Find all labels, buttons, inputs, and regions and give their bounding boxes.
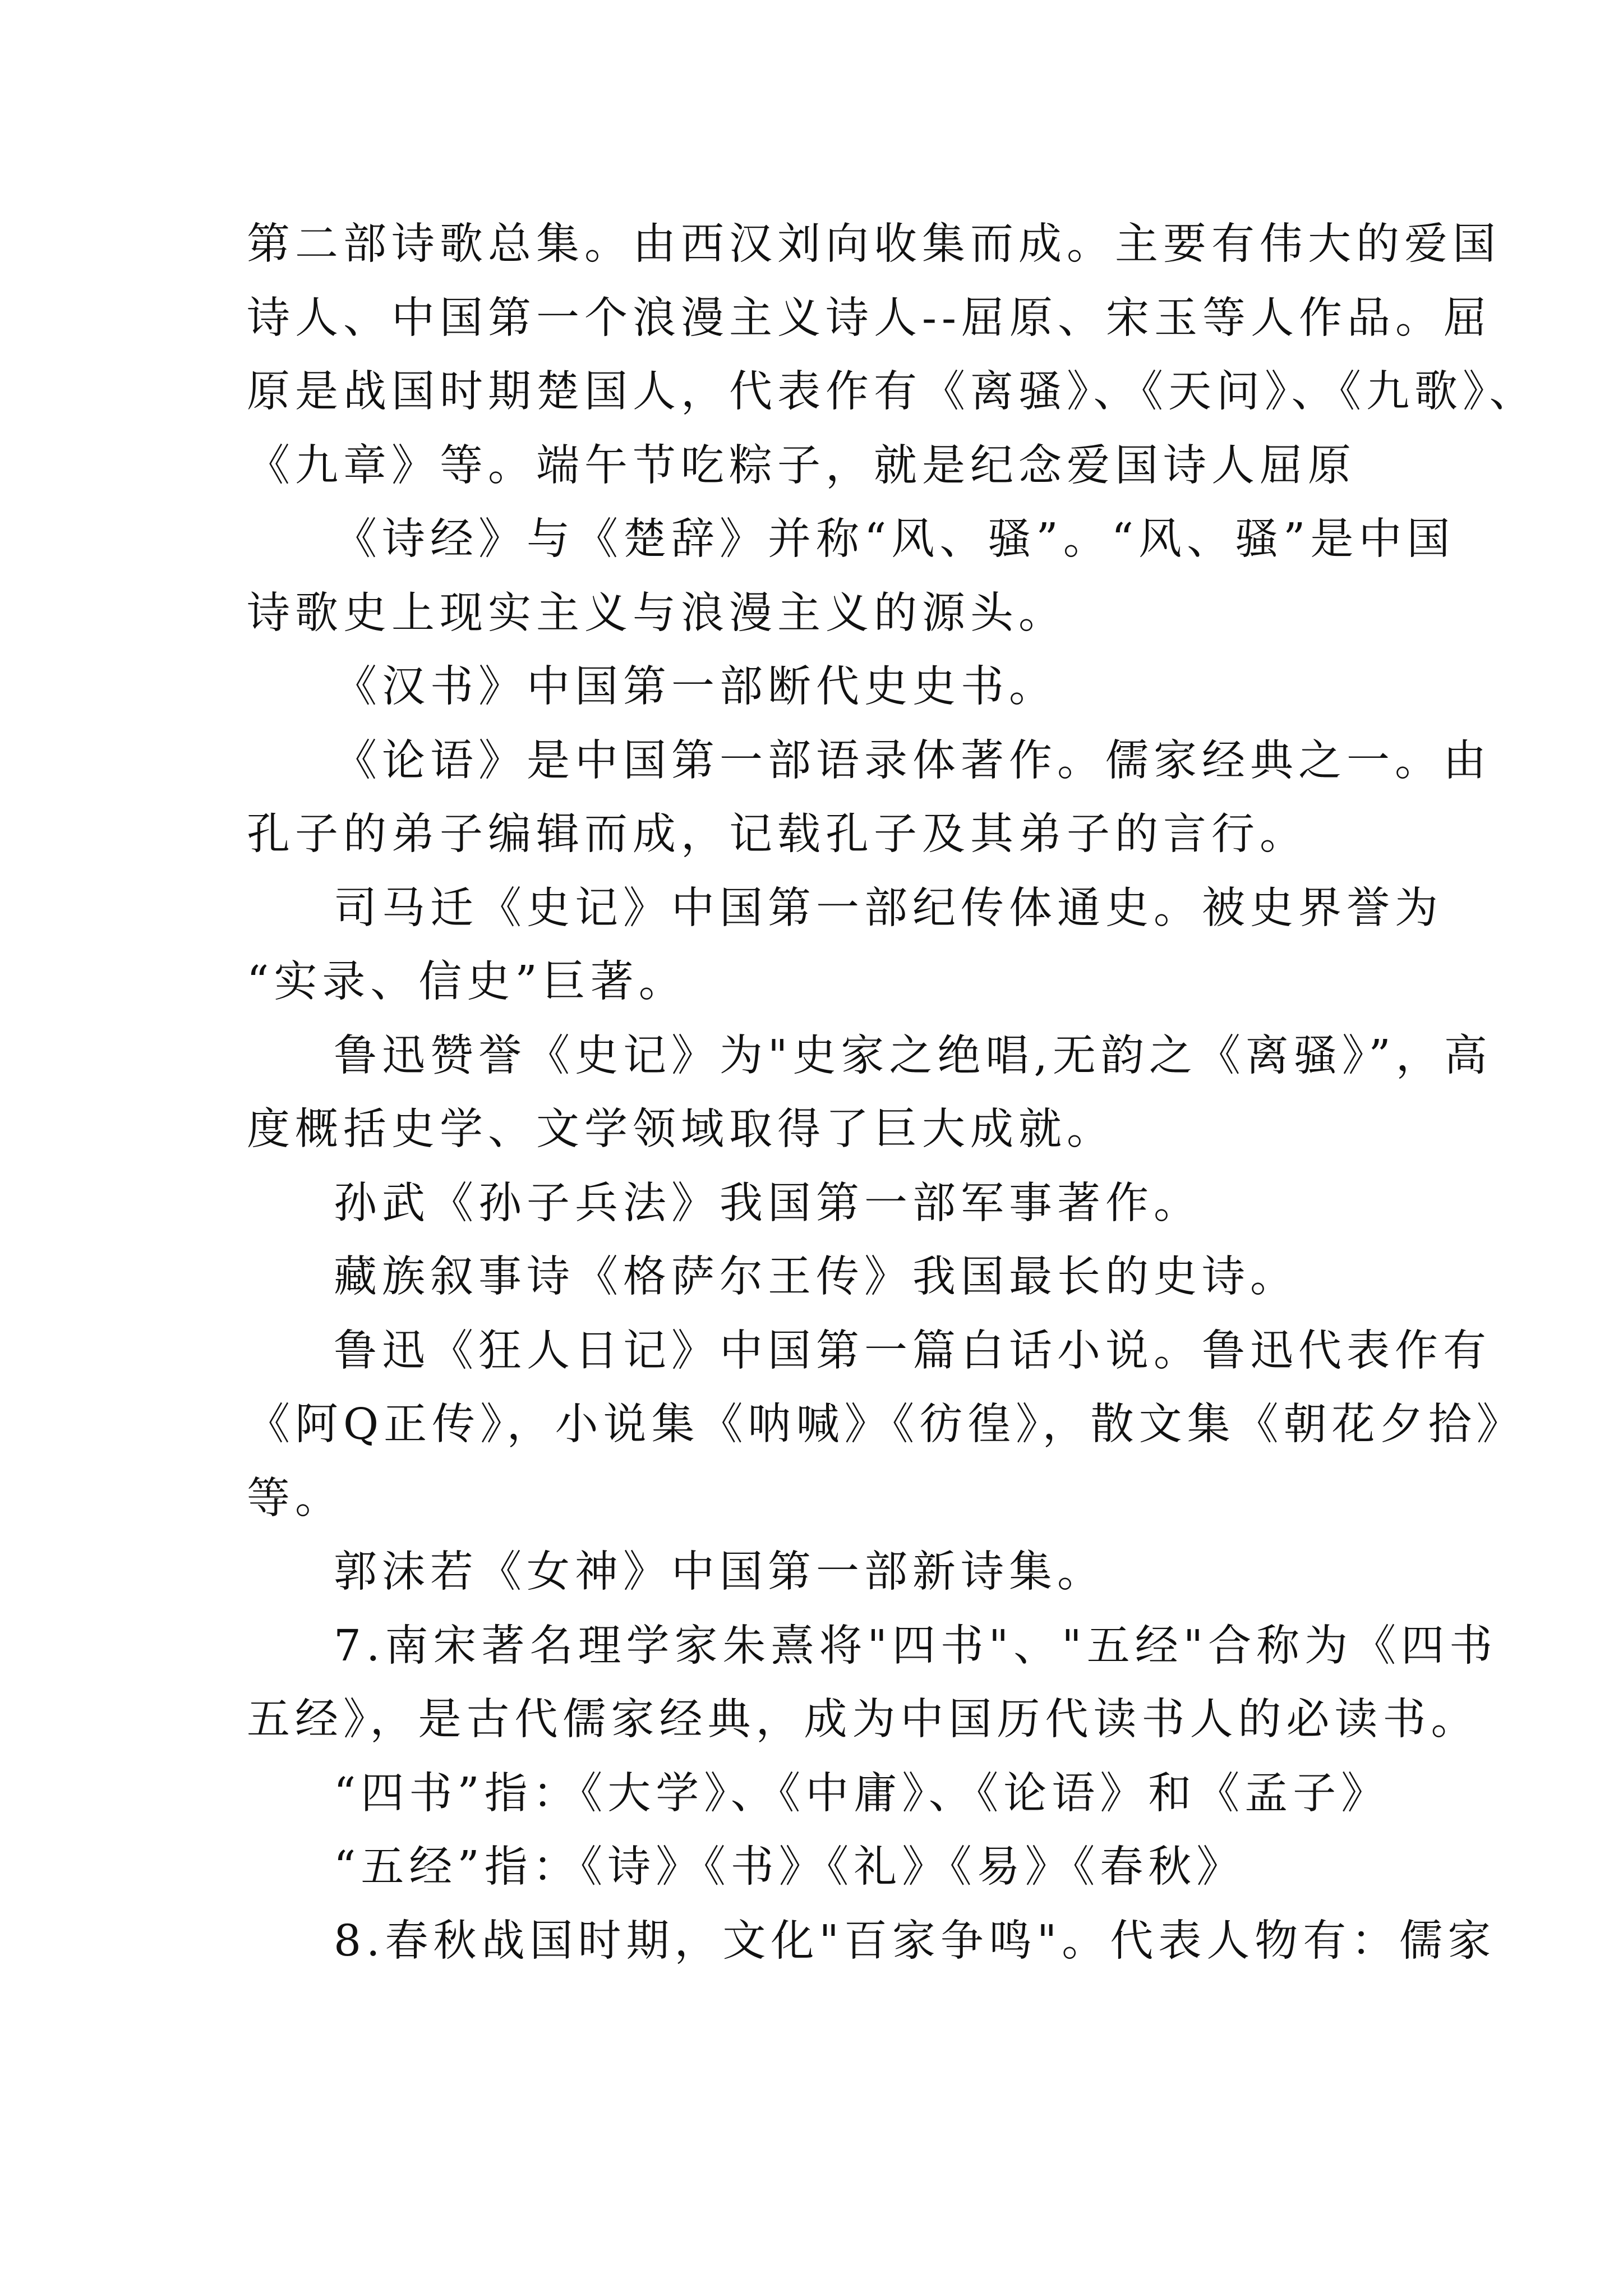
text-line: 第二部诗歌总集。由西汉刘向收集而成。主要有伟大的爱国: [247, 219, 1501, 269]
text-line: 孙武《孙子兵法》我国第一部军事著作。: [334, 1178, 1202, 1228]
text-line: 郭沫若《女神》中国第一部新诗集。: [334, 1547, 1105, 1597]
text-line: 孔子的弟子编辑而成，记载孔子及其弟子的言行。: [247, 809, 1308, 859]
text-line: “五经”指：《诗》《书》《礼》《易》《春秋》: [334, 1842, 1245, 1892]
text-line: 原是战国时期楚国人，代表作有《离骚》、《天问》、《九歌》、: [247, 367, 1538, 417]
text-line: 鲁迅赞誉《史记》为"史家之绝唱,无韵之《离骚》”，高: [334, 1030, 1492, 1081]
text-line: 7.南宋著名理学家朱熹将"四书"、"五经"合称为《四书: [334, 1621, 1498, 1671]
document-body: [247, 208, 1538, 1978]
text-line: “四书”指：《大学》、《中庸》、《论语》和《孟子》: [334, 1768, 1390, 1819]
text-line: 鲁迅《狂人日记》中国第一篇白话小说。鲁迅代表作有: [334, 1326, 1491, 1376]
text-line: 诗人、中国第一个浪漫主义诗人--屈原、宋玉等人作品。屈: [247, 293, 1492, 343]
text-line: 《论语》是中国第一部语录体著作。儒家经典之一。由: [334, 735, 1491, 786]
text-line: 等。: [247, 1473, 343, 1524]
text-line: 《阿Q正传》，小说集《呐喊》《彷徨》，散文集《朝花夕拾》: [247, 1400, 1525, 1450]
text-line: 度概括史学、文学领域取得了巨大成就。: [247, 1105, 1115, 1154]
text-line: 藏族叙事诗《格萨尔王传》我国最长的史诗。: [334, 1252, 1298, 1302]
text-line: “实录、信史”巨著。: [247, 957, 687, 1007]
text-line: 诗歌史上现实主义与浪漫主义的源头。: [247, 588, 1067, 638]
text-line: 五经》，是古代儒家经典，成为中国历代读书人的必读书。: [247, 1695, 1479, 1745]
text-line: 8.春秋战国时期，文化"百家争鸣"。代表人物有：儒家: [334, 1916, 1496, 1966]
text-line: 《九章》等。端午节吃粽子，就是纪念爱国诗人屈原: [247, 440, 1356, 491]
text-line: 司马迁《史记》中国第一部纪传体通史。被史界誉为: [334, 883, 1443, 933]
text-line: 《诗经》与《楚辞》并称“风、骚”。“风、骚”是中国: [334, 514, 1455, 564]
text-line: 《汉书》中国第一部断代史史书。: [334, 662, 1057, 712]
